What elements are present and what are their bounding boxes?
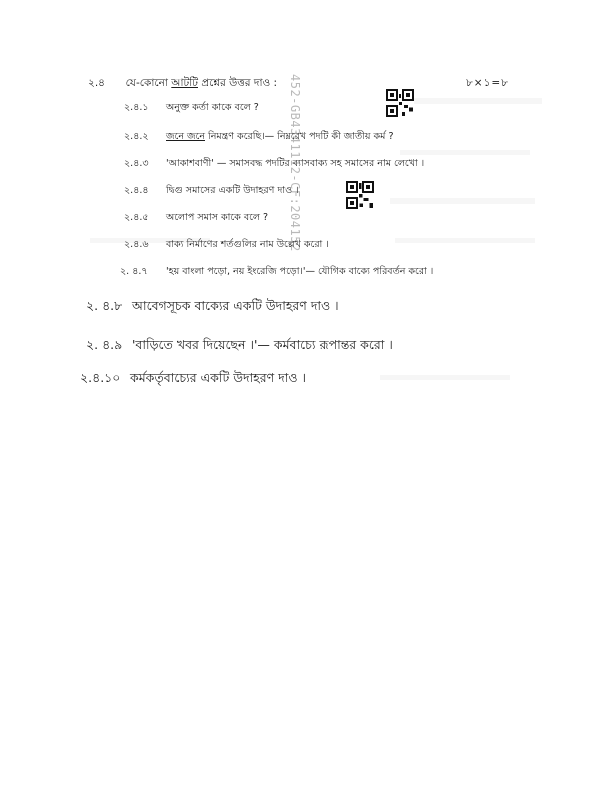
watermark: 452-GB4341112-CF:204152	[288, 74, 302, 252]
show-through-line	[400, 150, 530, 155]
qr-code	[346, 181, 374, 209]
show-through-line	[395, 238, 535, 243]
question-number: ২. ৪.৭	[120, 266, 148, 277]
question-text: দ্বিগু সমাসের একটি উদাহরণ দাও ।	[166, 185, 299, 196]
question-text: 'বাড়িতে খবর দিয়েছেন ।'— কর্মবাচ্যে রূপান্তর করো ।	[132, 337, 393, 352]
question-number: ২. ৪.৮	[86, 298, 123, 313]
question-number: ২.৪.৫	[124, 212, 149, 223]
marks-allocation: ৮×১=৮	[465, 77, 509, 89]
question-item	[80, 370, 306, 390]
show-through-line	[390, 198, 535, 204]
question-number: ২.৪.২	[124, 131, 149, 142]
question-item	[124, 101, 259, 116]
qr-code	[386, 89, 414, 117]
question-item	[124, 184, 299, 199]
header-emphasis: আটটি	[171, 77, 198, 89]
qr-code-icon	[386, 89, 414, 117]
question-item	[120, 265, 433, 280]
question-number: ২.৪.৬	[124, 239, 149, 250]
question-text: বাক্য নির্মাণের শর্তগুলির নাম উল্লেখ করো ।	[166, 239, 329, 250]
question-text: আবেগসূচক বাক্যের একটি উদাহরণ দাও ।	[132, 298, 339, 313]
question-text: নিমন্ত্রণ করেছি।— নিম্নরেখ পদটি কী জাতীয় কর্ম ?	[205, 131, 394, 142]
show-through-line	[380, 375, 510, 380]
question-item	[86, 298, 339, 318]
question-item	[124, 157, 424, 172]
question-item	[86, 337, 393, 357]
question-text: 'আকাশবাণী' — সমাসবদ্ধ পদটির ব্যাসবাক্য সহ সমাসের নাম লেখো ।	[166, 158, 425, 169]
underlined-phrase: জনে জনে	[166, 131, 205, 142]
question-text: কর্মকর্তৃবাচ্যের একটি উদাহরণ দাও ।	[130, 370, 306, 385]
section-header	[88, 76, 277, 93]
question-number: ২.৪.১	[124, 102, 149, 113]
section-number: ২.৪	[88, 77, 105, 89]
question-number: ২.৪.৩	[124, 158, 149, 169]
question-number: ২. ৪.৯	[86, 337, 123, 352]
question-item	[124, 130, 394, 145]
question-text: অলোপ সমাস কাকে বলে ?	[166, 212, 269, 223]
header-instruction: প্রশ্নের উত্তর দাও :	[201, 77, 278, 89]
qr-code-icon	[346, 181, 374, 209]
question-text: অনুক্ত কর্তা কাকে বলে ?	[166, 102, 259, 113]
question-text: 'হয় বাংলা পড়ো, নয় ইংরেজি পড়ো।'— যৌগিক বাক্যে পরিবর্তন করো ।	[166, 266, 434, 277]
question-number: ২.৪.১০	[80, 370, 121, 385]
show-through-line	[392, 98, 542, 104]
question-item	[124, 211, 268, 226]
question-number: ২.৪.৪	[124, 185, 149, 196]
header-prefix: যে-কোনো	[125, 77, 168, 89]
